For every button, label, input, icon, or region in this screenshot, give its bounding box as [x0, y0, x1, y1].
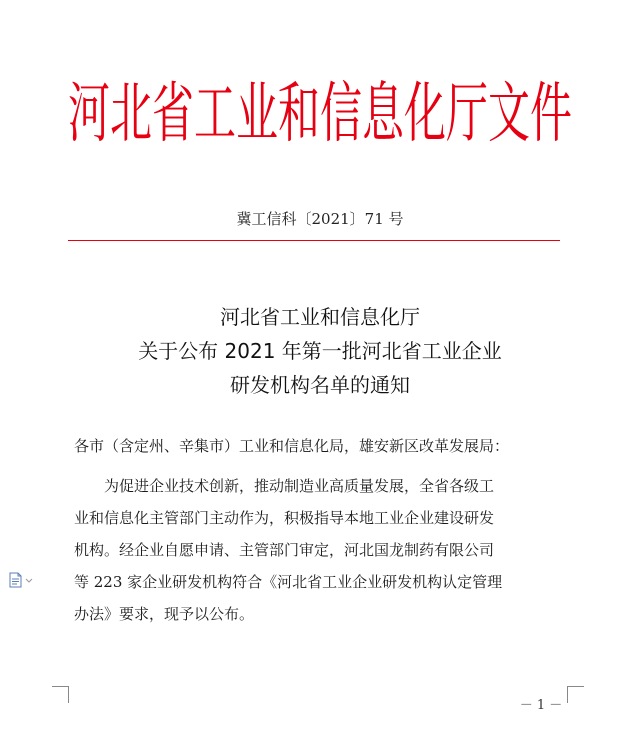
notice-title-line-1: 河北省工业和信息化厅 [220, 305, 420, 329]
document-number: 冀工信科〔2021〕71 号 [236, 210, 404, 228]
body-line: 机构。经企业自愿申请、主管部门审定，河北国龙制药有限公司 [74, 541, 495, 559]
red-divider-line [68, 240, 560, 241]
document-icon[interactable] [8, 572, 38, 588]
body-line: 办法》要求，现予以公布。 [74, 605, 255, 623]
page-corner-mark-left [52, 686, 69, 703]
body-line: 为促进企业技术创新，推动制造业高质量发展，全省各级工 [104, 477, 495, 495]
addressee: 各市（含定州、辛集市）工业和信息化局，雄安新区改革发展局： [74, 437, 510, 455]
red-header-title: 河北省工业和信息化厅文件 [67, 75, 572, 152]
page-corner-mark-right [567, 686, 584, 703]
page-number: － 1 － [519, 698, 563, 713]
body-line: 业和信息化主管部门主动作为，积极指导本地工业企业建设研发 [74, 509, 495, 527]
body-line: 等 223 家企业研发机构符合《河北省工业企业研发机构认定管理 [74, 573, 503, 591]
notice-title-line-3: 研发机构名单的通知 [230, 373, 410, 397]
notice-title-line-2: 关于公布 2021 年第一批河北省工业企业 [138, 339, 502, 363]
